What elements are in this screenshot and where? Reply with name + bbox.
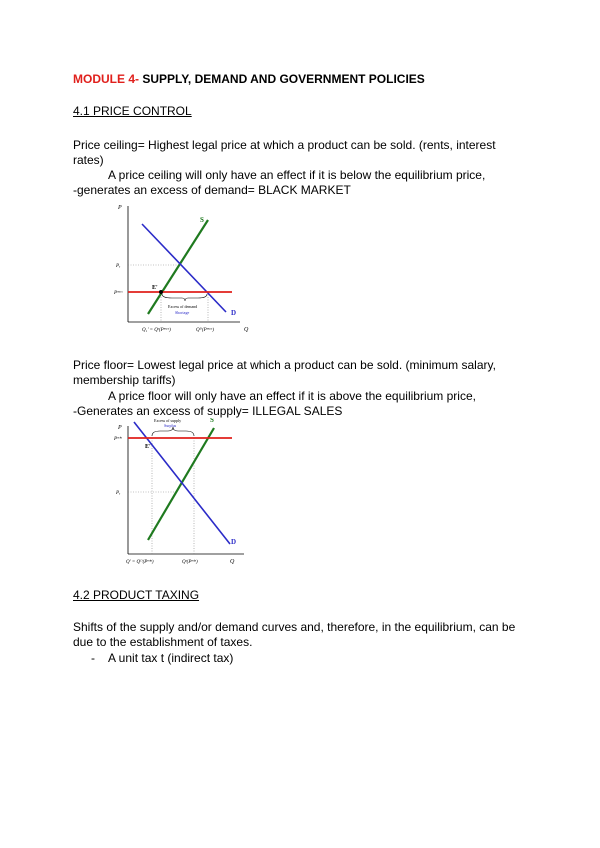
taxing-text-line2: due to the establishment of taxes. bbox=[73, 635, 253, 649]
surplus-annotation-line1: Excess of supply bbox=[154, 418, 182, 423]
module-title: SUPPLY, DEMAND AND GOVERNMENT POLICIES bbox=[139, 72, 425, 86]
q-axis-label: Q bbox=[244, 327, 249, 333]
bullet-unit-tax: A unit tax t (indirect tax) bbox=[108, 651, 234, 665]
section-heading-product-taxing: 4.2 PRODUCT TAXING bbox=[73, 588, 200, 602]
p-axis-label: P bbox=[118, 205, 122, 211]
demand-label: D bbox=[231, 538, 237, 546]
equilibrium-point bbox=[159, 290, 163, 294]
ceiling-definition-line1: Price ceiling= Highest legal price at which a product can be sold. (rents, interest bbox=[73, 138, 496, 152]
ceiling-effect-line: A price ceiling will only have an effect if it is below the equilibrium price, bbox=[108, 168, 486, 182]
taxing-text-line1: Shifts of the supply and/or demand curves and, therefore, in the equilibrium, can be bbox=[73, 620, 516, 634]
surplus-annotation-line2: Surplus bbox=[164, 423, 177, 428]
shortage-annotation-line1: Excess of demand bbox=[168, 304, 198, 309]
floor-definition-line2: membership tariffs) bbox=[73, 373, 176, 387]
section-heading-price-control: 4.1 PRICE CONTROL bbox=[73, 104, 192, 118]
surplus-brace bbox=[152, 427, 194, 436]
p-axis-label: P bbox=[118, 425, 122, 431]
ceiling-consequence-line: -generates an excess of demand= BLACK MARKET bbox=[73, 183, 351, 197]
e-prime-label: E' bbox=[152, 285, 158, 291]
price-ceiling-graph bbox=[112, 198, 262, 338]
page-title bbox=[73, 72, 425, 87]
shortage-brace bbox=[162, 294, 207, 301]
e-prime-label: E' bbox=[145, 444, 151, 450]
bullet-dash: - bbox=[91, 651, 95, 665]
floor-effect-line: A price floor will only have an effect if it is above the equilibrium price, bbox=[108, 389, 476, 403]
pe-label: Pₑ bbox=[116, 491, 121, 496]
ceiling-definition-line2: rates) bbox=[73, 153, 104, 167]
floor-consequence-line: -Generates an excess of supply= ILLEGAL SALES bbox=[73, 404, 343, 418]
q1-label: Q' = Qᴰ(Pᵐⁱⁿ) bbox=[126, 560, 154, 565]
pe-label: Pₑ bbox=[116, 264, 121, 269]
supply-label: S bbox=[210, 418, 214, 424]
q2-label: Qˢ(Pᵐⁱⁿ) bbox=[182, 560, 198, 565]
q-axis-label: Q bbox=[230, 559, 235, 565]
supply-curve bbox=[148, 428, 214, 540]
shortage-annotation-line2: Shortage bbox=[175, 310, 190, 315]
q1-label: Q₁' = Qˢ(Pᵐᵃˣ) bbox=[142, 328, 171, 333]
demand-label: D bbox=[231, 309, 237, 317]
price-floor-graph bbox=[112, 418, 262, 566]
module-number: MODULE 4- bbox=[73, 72, 139, 86]
demand-curve bbox=[134, 422, 230, 544]
pmax-label: Pᵐᵃˣ bbox=[114, 291, 123, 296]
supply-label: S bbox=[200, 216, 204, 224]
q2-label: Qᴰ(Pᵐᵃˣ) bbox=[196, 328, 214, 333]
pmin-label: Pᵐⁱⁿ bbox=[114, 437, 122, 442]
floor-definition-line1: Price floor= Lowest legal price at which a product can be sold. (minimum salary, bbox=[73, 358, 496, 372]
supply-curve bbox=[148, 220, 208, 314]
